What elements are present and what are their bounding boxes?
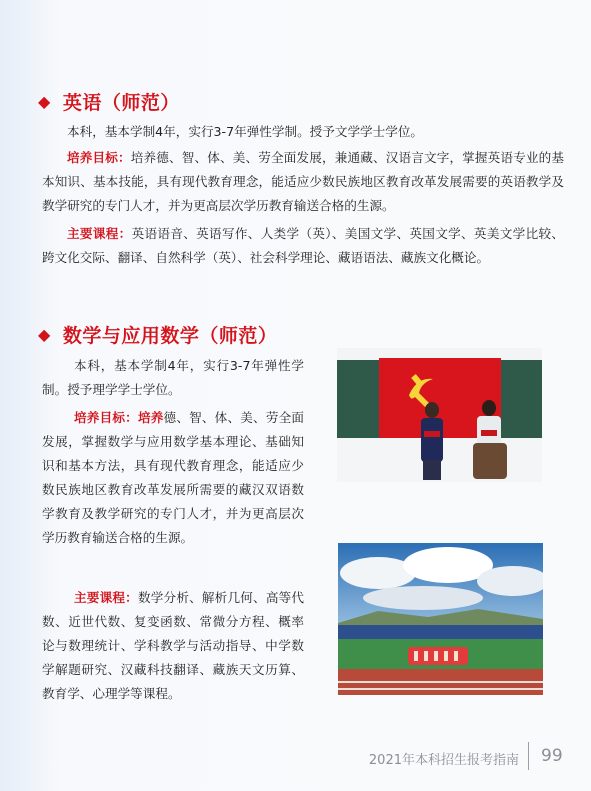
classroom-photo [337, 348, 542, 482]
english-goal-text: 培养德、智、体、美、劳全面发展，兼通藏、汉语言文字，掌握英语专业的基本知识、基本技能，具有现代教育理念，能适应少数民族地区教育改革发展需要的英语教学及教学研究的专门人才，并为更高层次学历教育输送合格的生源。 [42, 150, 565, 213]
math-course-text: 数学分析、解析几何、高等代数、近世代数、复变函数、常微分方程、概率论与数理统计、学科教学与活动指导、中学数学解题研究、汉藏科技翻译、藏族天文历算、教育学、心理学等课程。 [42, 590, 305, 701]
math-goal-paragraph [42, 406, 304, 550]
math-intro [42, 354, 304, 402]
math-intro-text: 本科，基本学制4年，实行3-7年弹性学制。授予理学学士学位。 [42, 358, 304, 397]
english-intro [42, 120, 562, 144]
english-goal-paragraph [42, 146, 564, 218]
stadium-photo [338, 543, 543, 695]
english-intro-text: 本科，基本学制4年，实行3-7年弹性学制。授予文学学士学位。 [67, 124, 424, 139]
diamond-bullet-icon: ◆ [38, 92, 51, 111]
guide-title: 2021年本科招生报考指南 [368, 753, 519, 768]
math-title-text: 数学与应用数学（师范） [62, 325, 278, 347]
math-course-label: 主要课程： [74, 590, 138, 605]
english-goal-label: 培养目标： [67, 150, 131, 165]
footer-divider [528, 742, 529, 770]
english-course-label: 主要课程： [67, 226, 132, 241]
math-course-paragraph [42, 586, 304, 706]
math-section-title [38, 321, 277, 348]
math-goal-text: 德、智、体、美、劳全面发展，掌握数学与应用数学基本理论、基础知识和基本方法，具有现代教育理念，能适应少数民族地区教育改革发展所需要的藏汉双语数学教育及教学研究的专门人才，并为更高层次学历教育输送合格的生源。 [42, 410, 305, 545]
math-goal-label: 培养目标： [74, 410, 138, 425]
math-goal-lead: 培养 [137, 410, 164, 425]
diamond-bullet-icon: ◆ [38, 325, 51, 344]
page-number: 99 [541, 746, 563, 766]
english-section-title [38, 88, 180, 115]
english-course-text: 英语语音、英语写作、人类学（英）、美国文学、英国文学、英美文学比较、跨文化交际、翻译、自然科学（英）、社会科学理论、藏语语法、藏族文化概论。 [42, 226, 565, 265]
english-title-text: 英语（师范） [62, 92, 180, 114]
english-course-paragraph [42, 222, 564, 270]
